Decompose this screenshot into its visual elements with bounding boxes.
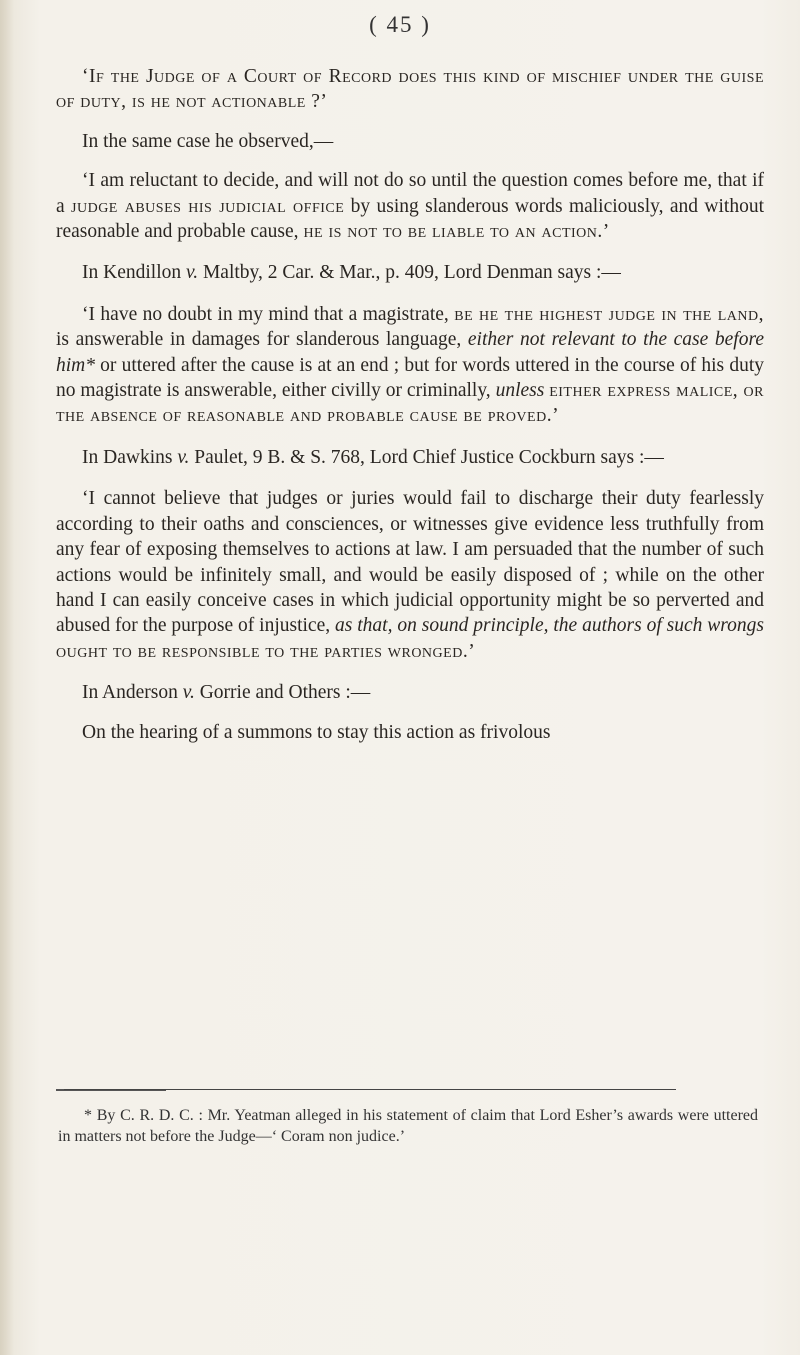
paragraph-observed (56, 129, 764, 154)
italic-run: v. (177, 446, 190, 468)
text-run: by using slanderous words maliciously, and without reasonable and probable cause, (56, 195, 765, 243)
text-run: In Kendillon (82, 262, 186, 284)
text-run: ‘I am reluctant to decide, and will not do so until the question comes before me, that if a (56, 170, 764, 217)
text-run: ‘I have no doubt in my mind that a magistrate, (82, 303, 455, 325)
text-run: In Anderson (82, 682, 183, 704)
text-run: In Dawkins (82, 446, 178, 468)
paragraph-quote-cockburn (56, 486, 764, 664)
small-caps-run: either express malice, or the absence of reasonable and probable cause be proved. (56, 380, 765, 427)
small-caps-run: he is not to be liable to an action. (303, 221, 603, 243)
italic-run: either not relevant to the case before him* (56, 329, 764, 376)
text-run: or uttered after the cause is at an end ; but for words uttered in the course of his duty no magistrate is answerable, either civilly or criminally, (56, 354, 764, 402)
small-caps-run: ought to be responsible to the parties wronged. (56, 640, 469, 662)
paragraph-anderson-citation (56, 680, 764, 705)
small-caps-run: ‘If the Judge of a Court of Record does this kind of mischief under the guise of duty, is he not actionable ?’ (56, 66, 764, 113)
footnote-text (58, 1105, 758, 1147)
text-run: Maltby, 2 Car. & Mar., p. 409, Lord Denman says :— (198, 262, 621, 284)
italic-run: v. (185, 262, 199, 284)
footnote (58, 1105, 758, 1147)
italic-run: as that, on sound principle, the authors of such wrongs (335, 615, 764, 637)
paragraph-quote-question (56, 64, 764, 115)
text-run: ’ (602, 221, 610, 243)
text-run: * By C. R. D. C. : Mr. Yeatman alleged in his statement of claim that Lord Esher’s awards were uttered in matters not before the Judge—‘ Coram non judice.’ (58, 1107, 758, 1145)
italic-run: v. (182, 682, 195, 704)
text-run: ’ (468, 640, 475, 662)
paragraph-dawkins-citation (56, 445, 764, 470)
page-number: ( 45 ) (369, 12, 431, 37)
italic-run: unless (495, 380, 545, 402)
small-caps-run: be he the highest judge in the land, (454, 303, 765, 325)
footnote-divider (64, 1089, 676, 1090)
paragraph-quote-reluctant (56, 168, 764, 244)
text-run: Gorrie and Others :— (194, 682, 371, 704)
paragraph-kendillon-citation (56, 260, 764, 285)
body-text (56, 64, 764, 745)
page-gutter-shadow (0, 0, 14, 1355)
text-run: In the same case he observed,— (82, 130, 334, 152)
small-caps-run: judge abuses his judicial office (71, 195, 345, 217)
paragraph-summons (56, 720, 764, 745)
text-run: On the hearing of a summons to stay this action as frivolous (82, 721, 551, 743)
text-run: ’ (552, 405, 559, 427)
text-run: is answerable in damages for slanderous language, (56, 329, 468, 351)
paragraph-quote-denman (56, 302, 764, 429)
text-run: Paulet, 9 B. & S. 768, Lord Chief Justice Cockburn says :— (189, 446, 664, 468)
text-run: ‘I cannot believe that judges or juries would fail to discharge their duty fearlessly according to their oaths and consciences, or witnesses give evidence less truthfully from any fear of exposing themselves to actions at law. I am persuaded that the number of such actions would be infinitely small, and would be easily disposed of ; while on the other hand I can easily conceive cases in which judicial opportunity might be so perverted and abused for the purpose of injustice, (56, 488, 764, 637)
